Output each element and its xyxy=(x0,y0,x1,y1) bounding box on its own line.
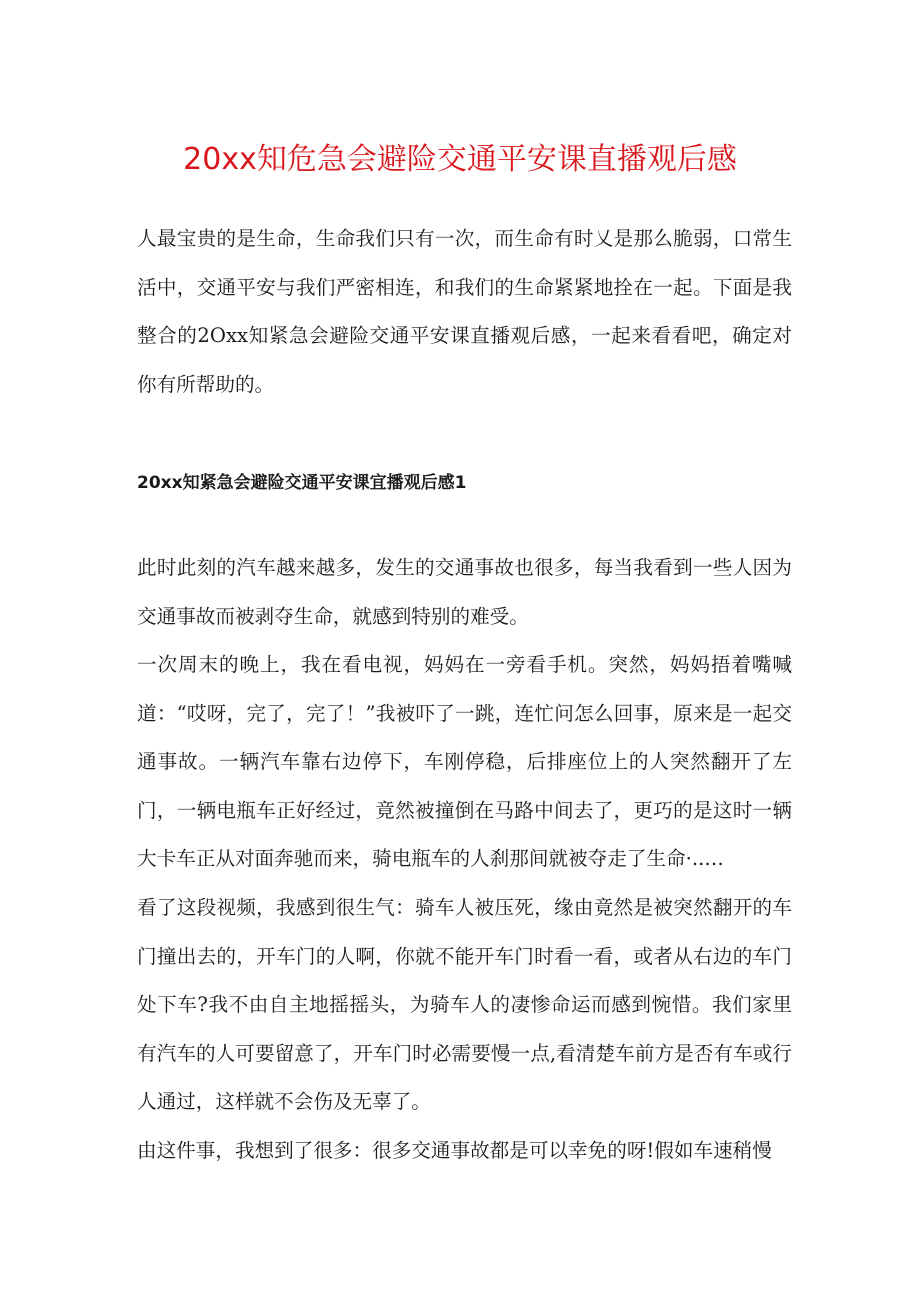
body-paragraph-4: 由这件事，我想到了很多：很多交通事故都是可以幸免的呀!假如车速稍慢 xyxy=(137,1139,772,1162)
body-paragraph-1: 此时此刻的汽车越来越多，发生的交通事故也很多，每当我看到一些人因为交通事故而被剥夺生命，就感到特别的难受。 xyxy=(137,556,792,628)
section-heading: 20xx知紧急会避险交通平安课宜播观后感1 xyxy=(137,473,467,493)
intro-paragraph: 人最宝贵的是生命，生命我们只有一次，而生命有时乂是那么脆弱，口常生活中，交通平安与我们严密相连，和我们的生命紧紧地拴在一起。下面是我整合的2Oxx知紧急会避险交通平安课直播观后感，一起来看看吧，确定对你有所帮助的。 xyxy=(137,227,792,396)
document-title: 20xx知危急会避险交通平安课直播观后感 xyxy=(183,142,737,177)
body-paragraph-3: 看了这段视频，我感到很生气：骑车人被压死，缘由竟然是被突然翻开的车门撞出去的，开车门的人啊，你就不能开车门时看一看，或者从右边的车门处下车?我不由自主地摇摇头，为骑车人的凄惨命运而感到惋惜。我们家里有汽车的人可要留意了，开车门时必需要慢一点,看清楚车前方是否有车或行人通过，这样就不会伤及无辜了。 xyxy=(137,896,792,1114)
body-paragraph-2: 一次周末的晚上，我在看电视，妈妈在一旁看手机。突然，妈妈捂着嘴喊道：“哎呀，完了，完了！”我被吓了一跳，连忙问怎么回事，原来是一起交通事故。一辆汽车靠右边停下，车刚停稳，后排座位上的人突然翻开了左门，一辆电瓶车正好经过，竟然被撞倒在马路中间去了，更巧的是这时一辆大卡车正从对面奔驰而来，骑电瓶车的人刹那间就被夺走了生命·..… xyxy=(137,653,792,871)
